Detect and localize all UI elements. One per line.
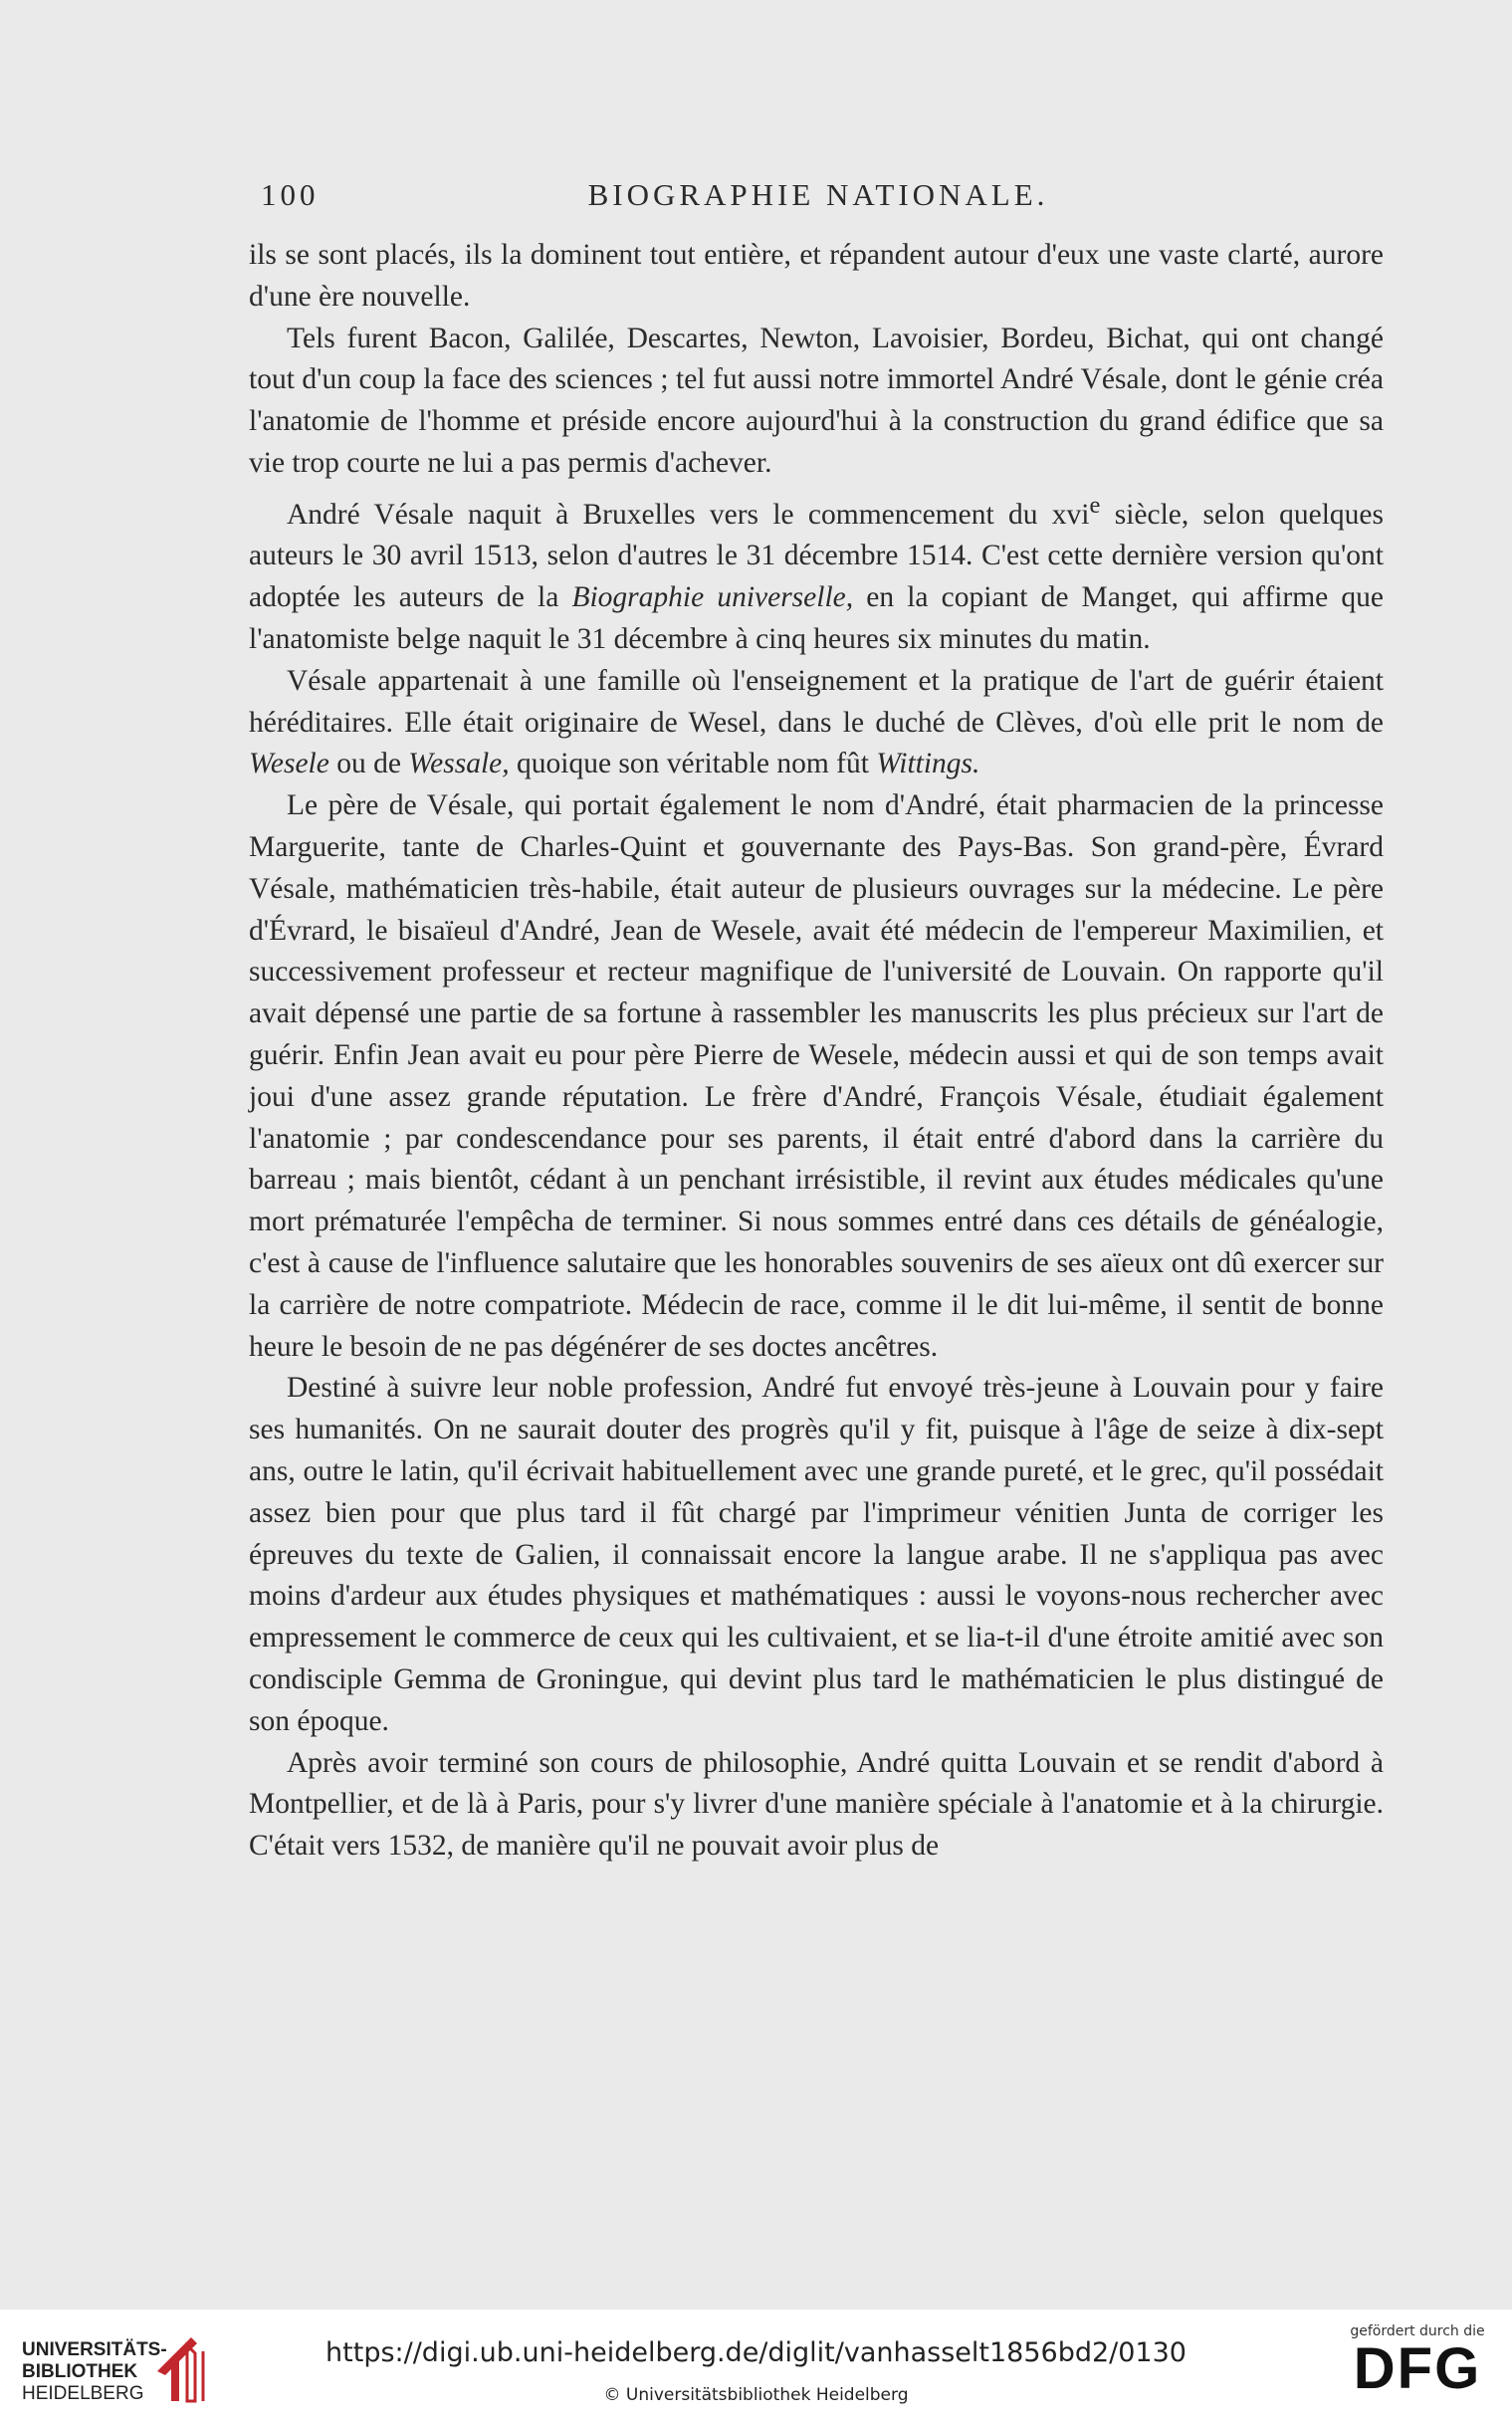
dfg-logo[interactable] (1343, 2323, 1492, 2413)
running-title: BIOGRAPHIE NATIONALE. (587, 177, 1049, 212)
permalink-url[interactable]: https://digi.ub.uni-heidelberg.de/diglit/vanhasselt1856bd2/0130 (325, 2337, 1187, 2368)
paragraph (249, 235, 1384, 319)
paragraph (249, 485, 1384, 661)
italic-text: Wittings. (876, 748, 980, 780)
funder-logo-text: DFG (1353, 2336, 1482, 2401)
copyright-notice: © Universitätsbibliothek Heidelberg (603, 2385, 909, 2405)
library-logo-line3: HEIDELBERG (22, 2383, 144, 2404)
funder-caption: gefördert durch die (1350, 2323, 1485, 2339)
text-run: ou de (328, 748, 409, 780)
text-run: André Vésale naquit à Bruxelles vers le commencement du xvi (287, 498, 1090, 531)
page-header (251, 177, 1386, 223)
italic-text: Biographie universelle, (571, 581, 854, 614)
page-number: 100 (261, 177, 320, 212)
paragraph (249, 1743, 1384, 1868)
footer-bar (0, 2310, 1512, 2423)
text-run: Destiné à suivre leur noble profession, André fut envoyé très-jeune à Louvain pour y faire ses humanités. On ne saurait douter des progrès qu'il y fit, puisque à l'âge de seize à dix-sept ans, outre le latin, qu'il écrivait habituellement avec une grande pureté, et le grec, qu'il possédait assez bien pour que plus tard il fût chargé par l'imprimeur vénitien Junta de corriger les épreuves du texte de Galien, il connaissait encore la langue arabe. Il ne s'appliqua pas avec moins d'ardeur aux études physiques et mathématiques : aussi le voyons-nous rechercher avec empressement le commerce de ceux qui les cultivaient, et se lia-t-il d'une étroite amitié avec son condisciple Gemma de Groningue, qui devint plus tard le mathématicien le plus distingué de son époque. (249, 1372, 1384, 1737)
text-run: quoique son véritable nom fût (509, 748, 877, 780)
library-logo-line2: BIBLIOTHEK (22, 2361, 138, 2382)
text-run: ils se sont placés, ils la dominent tout entière, et répandent autour d'eux une vaste clarté, aurore d'une ère nouvelle. (249, 239, 1384, 313)
text-run: Après avoir terminé son cours de philosophie, André quitta Louvain et se rendit d'abord à Montpellier, et de là à Paris, pour s'y livrer d'une manière spéciale à l'anatomie et à la chirurgie. C'était vers 1532, de manière qu'il ne pouvait avoir plus de (249, 1746, 1384, 1863)
paragraph (249, 785, 1384, 1368)
text-run: en la copiant de Manget, qui affirme que l'anatomiste belge naquit le 31 décembre à cinq heures six minutes du matin. (249, 581, 1384, 655)
body-text (249, 235, 1384, 1868)
superscript-text: e (1089, 491, 1101, 519)
paragraph (249, 319, 1384, 485)
italic-text: Wesele (249, 748, 329, 780)
paragraph (249, 661, 1384, 785)
text-run: Le père de Vésale, qui portait également le nom d'André, était pharmacien de la princesse Marguerite, tante de Charles-Quint et gouvernante des Pays-Bas. Son grand-père, Évrard Vésale, mathématicien très-habile, était auteur de plusieurs ouvrages sur la médecine. Le père d'Évrard, le bisaïeul d'André, Jean de Wesele, avait été médecin de l'empereur Maximilien, et successivement professeur et recteur magnifique de l'université de Louvain. On rapporte qu'il avait dépensé une partie de sa fortune à rassembler les manuscrits les plus précieux sur l'art de guérir. Enfin Jean avait eu pour père Pierre de Wesele, médecin aussi et qui de son temps avait joui d'une assez grande réputation. Le frère d'André, François Vésale, étudiait également l'anatomie ; par condescendance pour ses parents, il était entré d'abord dans la carrière du barreau ; mais bientôt, cédant à un penchant irrésistible, il revint aux études médicales qu'une mort prématurée l'empêcha de terminer. Si nous sommes entré dans ces détails de généalogie, c'est à cause de l'influence salutaire que les honorables souvenirs de ses aïeux ont dû exercer sur la carrière de notre compatriote. Médecin de race, comme il le dit lui-même, il sentit de bonne heure le besoin de ne pas dégénérer de ses doctes ancêtres. (249, 789, 1384, 1363)
text-run: Vésale appartenait à une famille où l'enseignement et la pratique de l'art de guérir étaient héréditaires. Elle était originaire de Wesel, dans le duché de Clèves, d'où elle prit le nom de (249, 664, 1384, 739)
library-logo-line1: UNIVERSITÄTS- (22, 2339, 167, 2360)
italic-text: Wessale, (408, 748, 510, 780)
paragraph (249, 1368, 1384, 1742)
text-run: siècle, selon quelques auteurs le 30 avril 1513, selon d'autres le 31 décembre 1514. C'est cette dernière version qu'ont adoptée les auteurs de la (249, 498, 1384, 614)
text-run: Tels furent Bacon, Galilée, Descartes, Newton, Lavoisier, Bordeu, Bichat, qui ont changé tout d'un coup la face des sciences ; tel fut aussi notre immortel André Vésale, dont le génie créa l'anatomie de l'homme et préside encore aujourd'hui à la construction du grand édifice que sa vie trop courte ne lui a pas permis d'achever. (249, 322, 1384, 479)
